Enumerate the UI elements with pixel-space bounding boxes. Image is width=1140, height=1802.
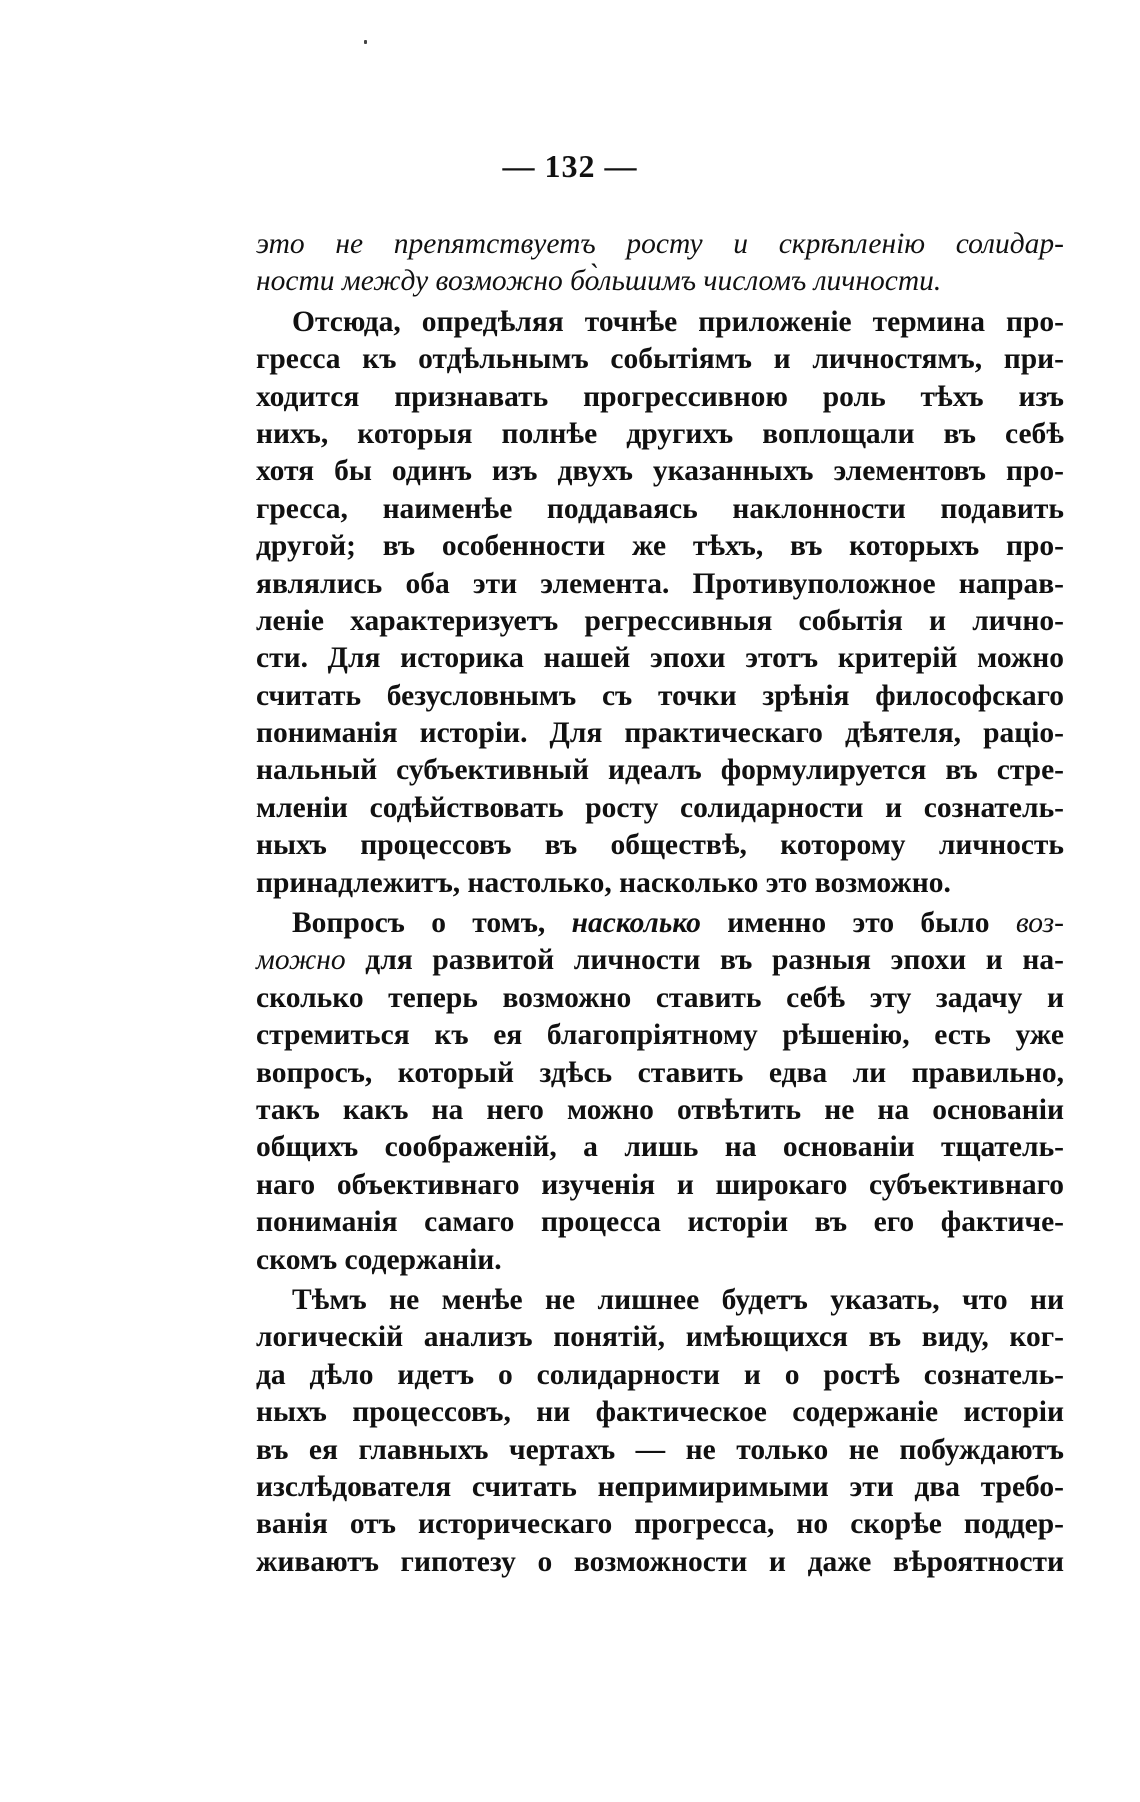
text-line [256, 790, 1064, 827]
text-line [256, 491, 1064, 528]
print-speck [364, 40, 367, 44]
text-segment: мленіи содѣйствовать росту солидарности и сознатель- [256, 791, 1064, 824]
text-line [256, 1357, 1064, 1394]
text-segment: въ ея главныхъ чертахъ — не только не побуждаютъ [256, 1433, 1064, 1466]
text-segment: такъ какъ на него можно отвѣтить не на основаніи [256, 1093, 1064, 1126]
text-line [256, 416, 1064, 453]
text-segment: живаютъ гипотезу о возможности и даже вѣроятности [256, 1545, 1064, 1578]
text-line [256, 752, 1064, 789]
text-line [256, 1092, 1064, 1129]
paragraph [256, 905, 1064, 1279]
text-line [256, 865, 1064, 902]
text-segment: являлись оба эти элемента. Противуположное направ- [256, 567, 1064, 600]
text-segment: хотя бы одинъ изъ двухъ указанныхъ элементовъ про- [256, 455, 1064, 488]
text-segment: именно это было [700, 907, 1016, 940]
text-segment: ванія отъ историческаго прогресса, но скорѣе поддер- [256, 1508, 1064, 1541]
text-line [256, 1469, 1064, 1506]
text-line [256, 453, 1064, 490]
text-line [256, 603, 1064, 640]
text-segment: сти. Для историка нашей эпохи этотъ критерій можно [256, 642, 1064, 675]
text-line [256, 379, 1064, 416]
text-segment: ности между возможно бо̀льшимъ числомъ личности. [256, 265, 942, 298]
text-segment: Вопросъ о томъ, [292, 907, 572, 940]
text-line [256, 1506, 1064, 1543]
body-text [256, 226, 1064, 1584]
text-segment: нихъ, которыя полнѣе другихъ воплощали въ себѣ [256, 417, 1064, 450]
text-segment: нальный субъективный идеалъ формулируется въ стре- [256, 754, 1064, 787]
text-segment: это не препятствуетъ росту и скрѣпленію солидар- [256, 228, 1064, 260]
text-line [256, 566, 1064, 603]
text-segment: ныхъ процессовъ, ни фактическое содержаніе исторіи [256, 1396, 1064, 1429]
text-line [256, 528, 1064, 565]
text-segment: леніе характеризуетъ регрессивныя событія и лично- [256, 604, 1064, 637]
text-segment: ходится признавать прогрессивною роль тѣхъ изъ [256, 380, 1064, 413]
text-segment: гресса къ отдѣльнымъ событіямъ и личностямъ, при- [256, 343, 1064, 376]
text-line [256, 1319, 1064, 1356]
text-segment: воз- [1015, 907, 1064, 940]
text-line [256, 1167, 1064, 1204]
text-segment: наго объективнаго изученія и широкаго субъективнаго [256, 1168, 1064, 1201]
paragraph [256, 1282, 1064, 1581]
text-line [256, 1204, 1064, 1241]
page-number: — 132 — [502, 148, 638, 184]
text-line [256, 827, 1064, 864]
text-segment: другой; въ особенности же тѣхъ, въ которыхъ про- [256, 530, 1064, 563]
text-segment: вопросъ, который здѣсь ставить едва ли правильно, [256, 1056, 1064, 1089]
text-segment: пониманія исторіи. Для практическаго дѣятеля, раціо- [256, 717, 1064, 750]
text-line [256, 1129, 1064, 1166]
text-segment: Тѣмъ не менѣе не лишнее будетъ указать, что ни [292, 1283, 1064, 1316]
text-line [256, 1055, 1064, 1092]
text-line [256, 640, 1064, 677]
text-segment: общихъ соображеній, а лишь на основаніи тщатель- [256, 1131, 1064, 1164]
text-line [256, 942, 1064, 979]
text-line [256, 1432, 1064, 1469]
text-segment: изслѣдователя считать непримиримыми эти два требо- [256, 1470, 1064, 1503]
text-segment: ныхъ процессовъ въ обществѣ, которому личность [256, 829, 1064, 862]
text-line [256, 263, 1064, 300]
text-line [256, 678, 1064, 715]
text-segment: сколько теперь возможно ставить себѣ эту задачу и [256, 981, 1064, 1014]
text-line [256, 304, 1064, 341]
text-segment: стремиться къ ея благопріятному рѣшенію, есть уже [256, 1019, 1064, 1052]
text-segment: считать безусловнымъ съ точки зрѣнія философскаго [256, 679, 1064, 712]
text-line [256, 905, 1064, 942]
text-segment: можно [256, 944, 346, 977]
text-line [256, 341, 1064, 378]
text-line [256, 1242, 1064, 1279]
paragraph [256, 304, 1064, 902]
text-line [256, 226, 1064, 263]
text-segment: Отсюда, опредѣляя точнѣе приложеніе термина про- [292, 305, 1064, 338]
text-line [256, 980, 1064, 1017]
paragraph [256, 226, 1064, 301]
text-segment: пониманія самаго процесса исторіи въ его фактиче- [256, 1206, 1064, 1239]
text-segment: для развитой личности въ разныя эпохи и на- [345, 944, 1064, 977]
text-segment: гресса, наименѣе поддаваясь наклонности подавить [256, 492, 1064, 525]
text-segment: логическій анализъ понятій, имѣющихся въ виду, ког- [256, 1321, 1064, 1354]
text-line [256, 1282, 1064, 1319]
text-line [256, 715, 1064, 752]
text-segment: принадлежитъ, настолько, насколько это возможно. [256, 866, 951, 899]
text-line [256, 1017, 1064, 1054]
text-segment: насколько [571, 907, 701, 940]
text-segment: скомъ содержаніи. [256, 1243, 502, 1276]
paragraph-gap [256, 1581, 1064, 1584]
text-line [256, 1544, 1064, 1581]
text-segment: да дѣло идетъ о солидарности и о ростѣ сознатель- [256, 1358, 1064, 1391]
text-line [256, 1394, 1064, 1431]
